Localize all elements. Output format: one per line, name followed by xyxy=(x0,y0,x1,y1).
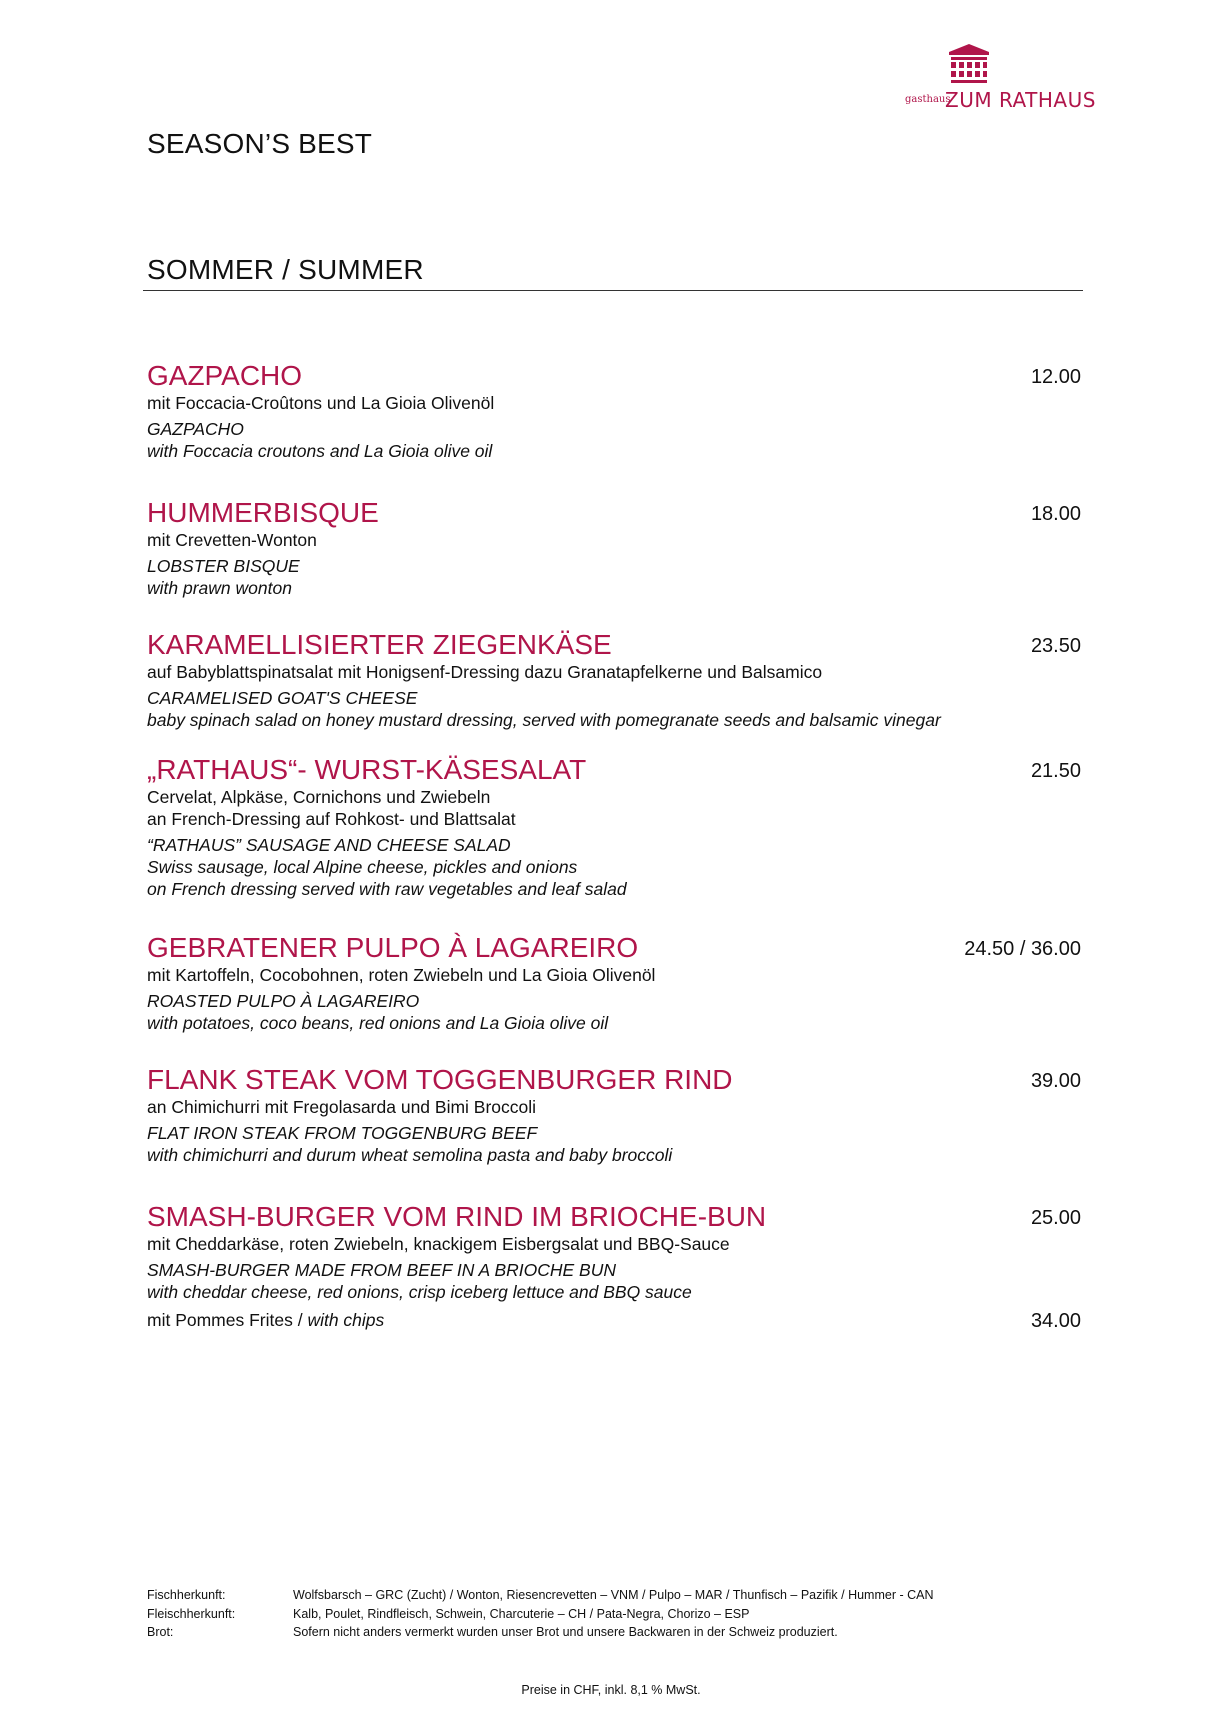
footer-row xyxy=(147,1623,934,1642)
brand-logo xyxy=(895,42,1095,122)
dish-description-de: an Chimichurri mit Fregolasarda und Bimi Broccoli xyxy=(147,1097,537,1117)
dish-description-de: Cervelat, Alpkäse, Cornichons und Zwiebeln xyxy=(147,787,491,807)
dish-price: 25.00 xyxy=(1030,1207,1081,1229)
dish-description-en: with Foccacia croutons and La Gioia olive oil xyxy=(147,441,493,461)
dish-name-en: GAZPACHO xyxy=(147,419,244,439)
dish-name-en: ROASTED PULPO À LAGAREIRO xyxy=(147,991,420,1011)
dish-name: SMASH-BURGER VOM RIND IM BRIOCHE-BUN xyxy=(147,1201,767,1232)
section-title: SOMMER / SUMMER xyxy=(147,254,424,285)
dish-description-en: with prawn wonton xyxy=(147,578,292,598)
menu-item xyxy=(147,754,1083,900)
dish-name: GAZPACHO xyxy=(147,360,303,391)
dish-description-en: on French dressing served with raw vegetables and leaf salad xyxy=(147,879,627,899)
dish-price: 39.00 xyxy=(1030,1070,1081,1092)
section-divider xyxy=(143,290,1083,291)
menu-item xyxy=(147,497,1083,599)
side-option-price: 34.00 xyxy=(1030,1310,1081,1332)
dish-name-en: CARAMELISED GOAT'S CHEESE xyxy=(147,688,418,708)
dish-name-en: SMASH-BURGER MADE FROM BEEF IN A BRIOCHE BUN xyxy=(147,1260,616,1280)
footer-label: Fleischherkunft: xyxy=(147,1606,236,1621)
building-icon xyxy=(945,42,993,88)
dish-name: FLANK STEAK VOM TOGGENBURGER RIND xyxy=(147,1064,733,1095)
dish-price: 18.00 xyxy=(1030,503,1081,525)
page-title: SEASON’S BEST xyxy=(147,128,373,159)
dish-description-en: with potatoes, coco beans, red onions and La Gioia olive oil xyxy=(147,1013,609,1033)
dish-description-de: mit Crevetten-Wonton xyxy=(147,530,317,550)
footer-row xyxy=(147,1605,934,1624)
origin-footer xyxy=(147,1586,934,1642)
side-option-en: with chips xyxy=(307,1310,385,1330)
menu-item xyxy=(147,932,1083,1034)
side-option xyxy=(147,1310,1083,1331)
dish-name-en: “RATHAUS” SAUSAGE AND CHEESE SALAD xyxy=(147,835,511,855)
footer-label: Brot: xyxy=(147,1625,174,1639)
footer-label: Fischherkunft: xyxy=(147,1588,226,1602)
dish-price: 21.50 xyxy=(1030,760,1081,782)
dish-name: GEBRATENER PULPO À LAGAREIRO xyxy=(147,932,639,963)
menu-item xyxy=(147,360,1083,462)
dish-name: „RATHAUS“- WURST-KÄSESALAT xyxy=(147,754,587,785)
menu-item xyxy=(147,1064,1083,1166)
dish-description-en: Swiss sausage, local Alpine cheese, pickles and onions xyxy=(147,857,578,877)
footer-text: Sofern nicht anders vermerkt wurden unser Brot und unsere Backwaren in der Schweiz produziert. xyxy=(293,1625,838,1639)
dish-name: KARAMELLISIERTER ZIEGENKÄSE xyxy=(147,629,612,660)
menu-item xyxy=(147,629,1083,731)
dish-name-en: LOBSTER BISQUE xyxy=(147,556,300,576)
dish-description-de: mit Foccacia-Croûtons und La Gioia Olivenöl xyxy=(147,393,495,413)
dish-description-en: with cheddar cheese, red onions, crisp iceberg lettuce and BBQ sauce xyxy=(147,1282,692,1302)
side-option-de: mit Pommes Frites / xyxy=(147,1310,308,1330)
dish-description-de: mit Kartoffeln, Cocobohnen, roten Zwiebeln und La Gioia Olivenöl xyxy=(147,965,656,985)
dish-price: 12.00 xyxy=(1030,366,1081,388)
footer-row xyxy=(147,1586,934,1605)
dish-description-en: with chimichurri and durum wheat semolina pasta and baby broccoli xyxy=(147,1145,673,1165)
dish-description-de: auf Babyblattspinatsalat mit Honigsenf-Dressing dazu Granatapfelkerne und Balsamico xyxy=(147,662,823,682)
menu-item xyxy=(147,1201,1083,1303)
dish-name: HUMMERBISQUE xyxy=(147,497,379,528)
dish-description-en: baby spinach salad on honey mustard dressing, served with pomegranate seeds and balsamic vinegar xyxy=(147,710,941,730)
brand-prefix: gasthaus xyxy=(905,94,951,105)
dish-name-en: FLAT IRON STEAK FROM TOGGENBURG BEEF xyxy=(147,1123,538,1143)
dish-description-de: an French-Dressing auf Rohkost- und Blattsalat xyxy=(147,809,516,829)
footer-text: Wolfsbarsch – GRC (Zucht) / Wonton, Riesencrevetten – VNM / Pulpo – MAR / Thunfisch – Pazifik / Hummer - CAN xyxy=(293,1588,934,1602)
dish-price: 24.50 / 36.00 xyxy=(964,938,1081,960)
dish-price: 23.50 xyxy=(1030,635,1081,657)
footer-text: Kalb, Poulet, Rindfleisch, Schwein, Charcuterie – CH / Pata-Negra, Chorizo – ESP xyxy=(293,1606,750,1621)
brand-name: ZUM RATHAUS xyxy=(945,88,1096,112)
price-note: Preise in CHF, inkl. 8,1 % MwSt. xyxy=(521,1683,701,1697)
dish-description-de: mit Cheddarkäse, roten Zwiebeln, knackigem Eisbergsalat und BBQ-Sauce xyxy=(147,1234,730,1254)
